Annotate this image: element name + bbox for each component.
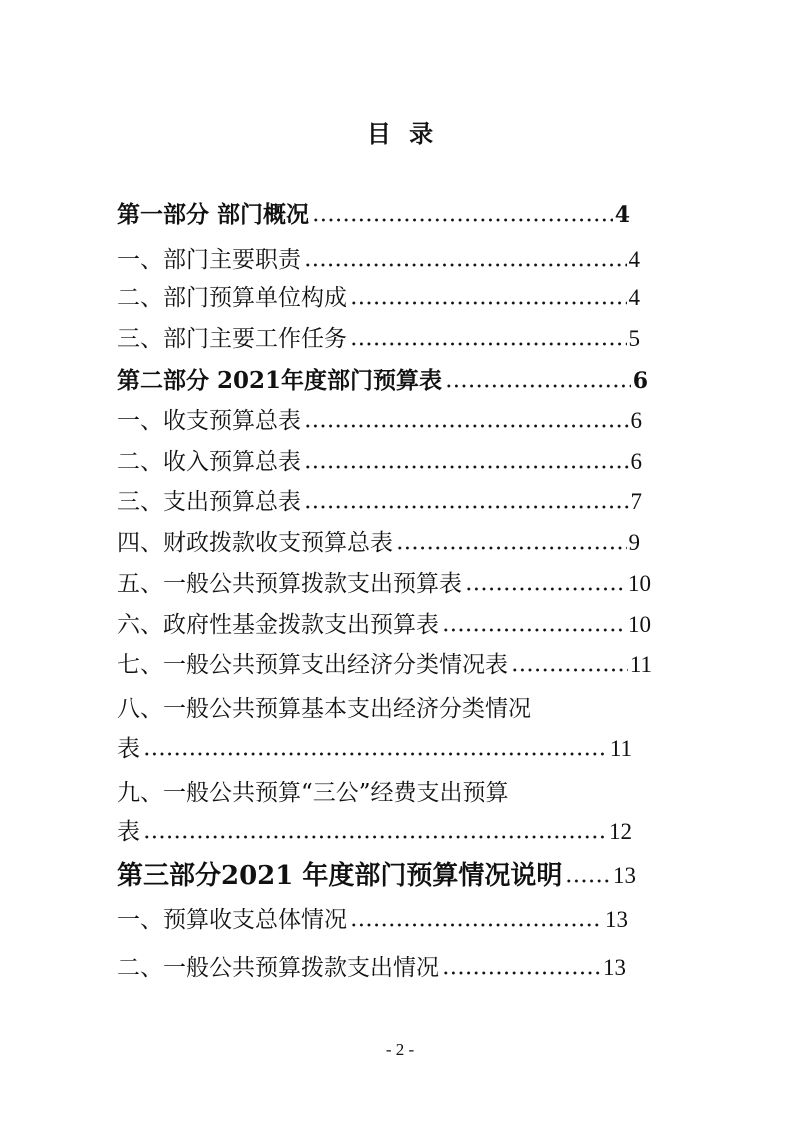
dot-leader: [350, 282, 627, 314]
toc-entry: [117, 323, 640, 355]
dot-leader: [442, 609, 626, 641]
toc-entry-label: 九、一般公共预算“三公”经费支出预算: [117, 780, 509, 806]
toc-page-number: 6: [630, 449, 642, 474]
toc-page-number: 13: [605, 907, 628, 932]
toc-entry-continuation: [117, 816, 632, 848]
toc-entry-label: 三、支出预算总表: [117, 489, 301, 515]
toc-entry-label: 二、部门预算单位构成: [117, 285, 347, 311]
toc-entry-first-line: [117, 693, 652, 725]
dot-leader: [143, 733, 608, 765]
toc-entry: [117, 952, 626, 984]
dot-leader: [511, 649, 628, 681]
toc-page-number: 6: [632, 368, 648, 394]
dot-leader: [304, 405, 629, 437]
toc-entry: [117, 527, 640, 559]
toc-page-number: 13: [603, 955, 626, 980]
toc-entry-first-line: [117, 777, 652, 809]
toc-entry-label: 一、预算收支总体情况: [117, 907, 347, 933]
toc-page-number: 11: [629, 652, 652, 677]
toc-entry: [117, 904, 628, 936]
dot-leader: [304, 446, 629, 478]
toc-entry: [117, 568, 651, 600]
dot-leader: [304, 486, 629, 518]
dot-leader: [465, 568, 626, 600]
toc-page-number: 10: [628, 571, 651, 596]
toc-entry: [117, 244, 640, 276]
toc-entry-label: 一、部门主要职责: [117, 247, 301, 273]
footer-page-number: - 2 -: [385, 1040, 415, 1059]
dot-leader: [442, 952, 601, 984]
dot-leader: [565, 860, 611, 892]
toc-entry-label: 四、财政拨款收支预算总表: [117, 530, 393, 556]
toc-entry: [117, 446, 642, 478]
toc-page-number: 11: [609, 736, 632, 761]
toc-entry-label: 二、收入预算总表: [117, 449, 301, 475]
toc-entry-label: 第二部分 2021年度部门预算表: [117, 367, 443, 394]
toc-entry: [117, 609, 651, 641]
toc-entry: [117, 405, 642, 437]
toc-entry-label: 八、一般公共预算基本支出经济分类情况: [117, 696, 531, 722]
toc-entry-label: 三、部门主要工作任务: [117, 326, 347, 352]
toc-page-number: 10: [628, 612, 651, 637]
dot-leader: [350, 904, 603, 936]
toc-entry-label: 第三部分2021 年度部门预算情况说明: [117, 861, 563, 891]
toc-page-number: 13: [613, 863, 636, 888]
dot-leader: [312, 199, 613, 231]
toc-entry-label-continuation: 表: [117, 819, 140, 845]
toc-page-number: 4: [614, 202, 630, 228]
toc-entry-label: 二、一般公共预算拨款支出情况: [117, 955, 439, 981]
dot-leader: [396, 527, 627, 559]
toc-page-number: 9: [628, 530, 640, 555]
toc-page-number: 7: [630, 489, 642, 514]
toc-entry-label: 一、收支预算总表: [117, 408, 301, 434]
toc-entry-label: 五、一般公共预算拨款支出预算表: [117, 571, 462, 597]
dot-leader: [445, 365, 631, 397]
toc-entry-label: 六、政府性基金拨款支出预算表: [117, 612, 439, 638]
toc-page-number: 4: [628, 285, 640, 310]
toc-entry-continuation: [117, 733, 632, 765]
page-title: 目 录: [366, 119, 434, 148]
dot-leader: [143, 816, 607, 848]
toc-part-entry: [117, 365, 648, 397]
dot-leader: [350, 323, 627, 355]
dot-leader: [304, 244, 627, 276]
toc-entry-label: 七、一般公共预算支出经济分类情况表: [117, 652, 508, 678]
toc-entry: [117, 649, 652, 681]
toc-entry: [117, 486, 642, 518]
toc-part-entry: [117, 860, 636, 892]
toc-page-number: 5: [628, 326, 640, 351]
toc-part-entry: [117, 199, 630, 231]
toc-entry-label-continuation: 表: [117, 736, 140, 762]
toc-page-number: 6: [630, 408, 642, 433]
toc-page-number: 4: [628, 247, 640, 272]
toc-entry-label: 第一部分 部门概况: [117, 201, 310, 228]
toc-page-number: 12: [609, 819, 632, 844]
toc-entry: [117, 282, 640, 314]
